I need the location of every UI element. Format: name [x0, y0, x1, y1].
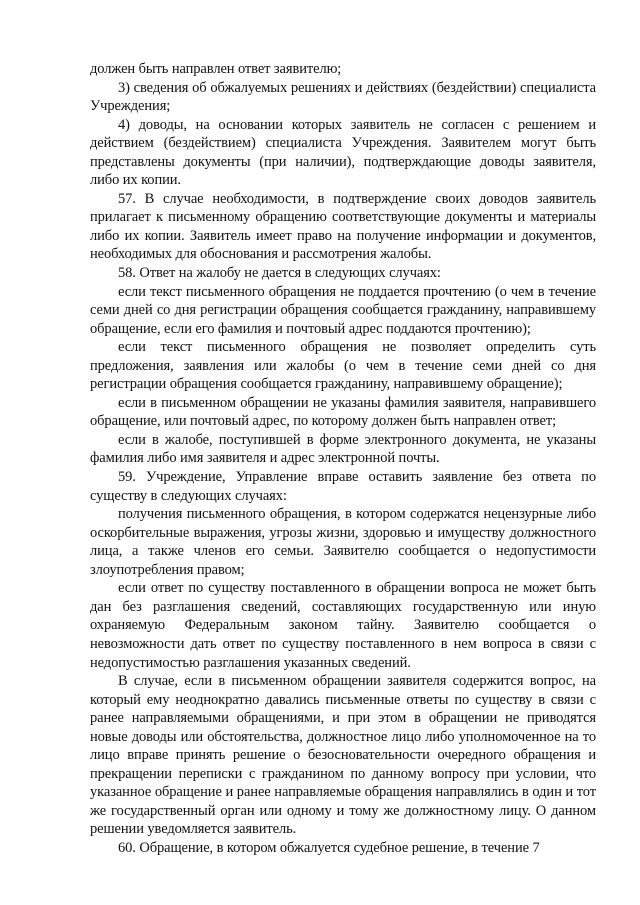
paragraph-continuation: должен быть направлен ответ заявителю;: [90, 61, 342, 77]
document-page: [90, 60, 596, 858]
paragraph-57: 57. В случае необходимости, в подтверждение своих доводов заявитель прилагает к письменному обращению соответствующие документы и материалы либо их копии. Заявитель имеет право на получение информации и документов, необходимых для обоснования и рассмотрения жалобы.: [90, 190, 596, 263]
paragraph-repeated-appeal: В случае, если в письменном обращении заявителя содержится вопрос, на который ему неоднократно давались письменные ответы по существу в связи с ранее направляемыми обращениями, и при этом в обращении не приводятся новые доводы или обстоятельства, должностное лицо либо уполномоченное на то лицо вправе принять решение о безосновательности очередного обращения и прекращении переписки с гражданином по данному вопросу при условии, что указанное обращение и ранее направляемые обращения направлялись в один и тот же государственный орган или одному и тому же должностному лицу. О данном решении уведомляется заявитель.: [90, 673, 596, 838]
paragraph-item-4: 4) доводы, на основании которых заявитель не согласен с решением и действием (бездействием) специалиста Учреждения. Заявителем могут быть представлены документы (при наличии), подтверждающие доводы заявителя, либо их копии.: [90, 116, 596, 189]
paragraph-59: 59. Учреждение, Управление вправе оставить заявление без ответа по существу в следующих случаях:: [90, 469, 596, 504]
paragraph-item-3: 3) сведения об обжалуемых решениях и действиях (бездействии) специалиста Учреждения;: [90, 79, 596, 115]
paragraph-59-case-secret: если ответ по существу поставленного в обращении вопроса не может быть дан без разглашения сведений, составляющих государственную или иную охраняемую Федеральным законом тайну. Заявителю сообщается о невозможности дать ответ по существу поставленного в нем вопроса в связи с недопустимостью разглашения указанных сведений.: [90, 580, 596, 671]
paragraph-59-case-offensive: получения письменного обращения, в котором содержатся нецензурные либо оскорбительные выражения, угрозы жизни, здоровью и имуществу должностного лица, а также членов его семьи. Заявителю сообщается о недопустимости злоупотребления правом;: [90, 506, 596, 578]
paragraph-58-case-unclear: если текст письменного обращения не позволяет определить суть предложения, заявления или жалобы (о чем в течение семи дней со дня регистрации обращения сообщается гражданину, направившему обращение);: [90, 339, 596, 393]
paragraph-58: 58. Ответ на жалобу не дается в следующих случаях:: [118, 265, 441, 282]
paragraph-58-case-unreadable: если текст письменного обращения не поддается прочтению (о чем в течение семи дней со дня регистрации обращения сообщается гражданину, направившему обращение, если его фамилия и почтовый адрес поддаются прочтению);: [90, 283, 596, 337]
paragraph-58-case-no-name: если в письменном обращении не указаны фамилия заявителя, направившего обращение, или почтовый адрес, по которому должен быть направлен ответ;: [90, 394, 596, 430]
paragraph-60: 60. Обращение, в котором обжалуется судебное решение, в течение 7: [118, 839, 540, 856]
paragraph-58-case-electronic: если в жалобе, поступившей в форме электронного документа, не указаны фамилия либо имя заявителя и адрес электронной почты.: [90, 431, 596, 467]
